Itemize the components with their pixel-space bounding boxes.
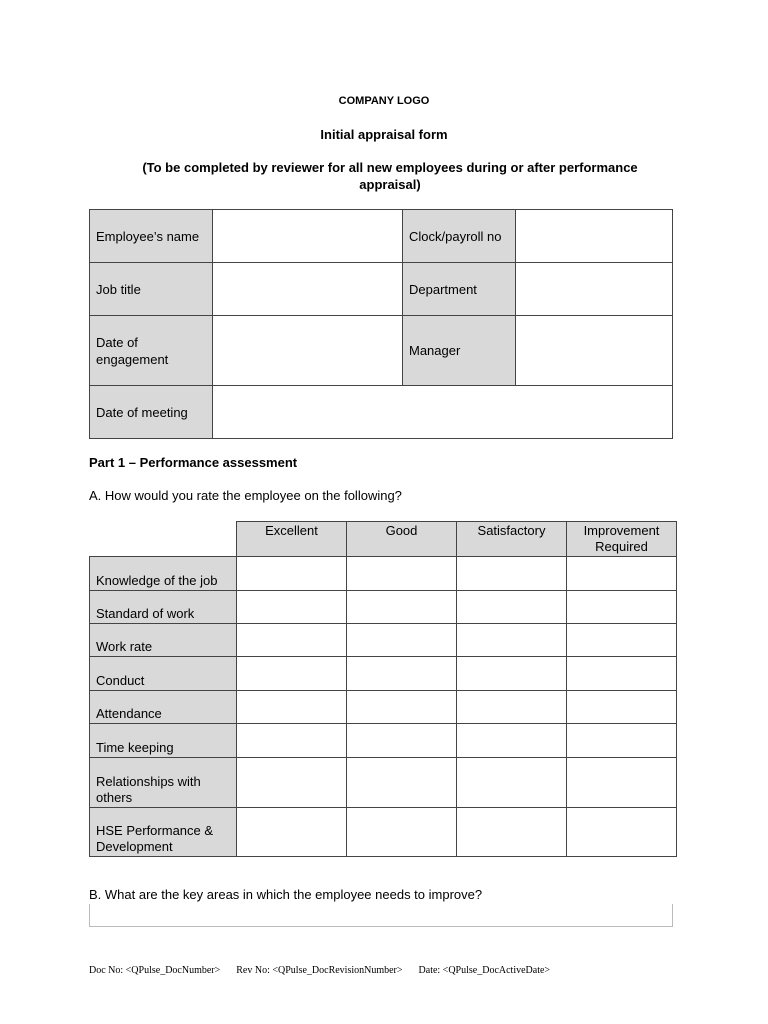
rating-cell[interactable] bbox=[567, 691, 677, 724]
improvement-areas-field[interactable] bbox=[89, 904, 673, 927]
department-label: Department bbox=[403, 263, 516, 316]
rating-column-header: Improvement Required bbox=[567, 522, 677, 557]
company-logo: COMPANY LOGO bbox=[338, 95, 430, 107]
rating-table-corner bbox=[90, 522, 237, 557]
department-field[interactable] bbox=[516, 263, 673, 316]
rating-cell[interactable] bbox=[347, 591, 457, 624]
manager-label: Manager bbox=[403, 316, 516, 386]
rating-cell[interactable] bbox=[237, 657, 347, 691]
date-of-meeting-field[interactable] bbox=[213, 386, 673, 439]
rating-column-header: Satisfactory bbox=[457, 522, 567, 557]
rating-row-label: Work rate bbox=[90, 624, 237, 657]
document-footer bbox=[89, 965, 566, 976]
rating-cell[interactable] bbox=[567, 758, 677, 808]
rating-row-label: Knowledge of the job bbox=[90, 557, 237, 591]
rating-cell[interactable] bbox=[457, 758, 567, 808]
rating-cell[interactable] bbox=[347, 557, 457, 591]
active-date: Date: <QPulse_DocActiveDate> bbox=[418, 965, 551, 976]
rating-cell[interactable] bbox=[457, 557, 567, 591]
rating-row-label: Time keeping bbox=[90, 724, 237, 758]
rating-cell[interactable] bbox=[457, 591, 567, 624]
rating-cell[interactable] bbox=[567, 808, 677, 857]
question-a: A. How would you rate the employee on the following? bbox=[89, 488, 402, 503]
rating-cell[interactable] bbox=[457, 808, 567, 857]
revision-number: Rev No: <QPulse_DocRevisionNumber> bbox=[236, 965, 403, 976]
clock-payroll-field[interactable] bbox=[516, 210, 673, 263]
form-title: Initial appraisal form bbox=[320, 127, 448, 142]
clock-payroll-label: Clock/payroll no bbox=[403, 210, 516, 263]
rating-cell[interactable] bbox=[347, 724, 457, 758]
date-of-engagement-field[interactable] bbox=[213, 316, 403, 386]
job-title-label: Job title bbox=[90, 263, 213, 316]
question-b: B. What are the key areas in which the employee needs to improve? bbox=[89, 887, 483, 902]
date-of-meeting-label: Date of meeting bbox=[90, 386, 213, 439]
rating-row-label: Attendance bbox=[90, 691, 237, 724]
rating-cell[interactable] bbox=[237, 758, 347, 808]
date-of-engagement-label: Date of engagement bbox=[90, 316, 213, 386]
employee-name-label: Employee’s name bbox=[90, 210, 213, 263]
rating-cell[interactable] bbox=[347, 758, 457, 808]
rating-cell[interactable] bbox=[567, 591, 677, 624]
rating-cell[interactable] bbox=[237, 591, 347, 624]
rating-cell[interactable] bbox=[567, 557, 677, 591]
rating-cell[interactable] bbox=[237, 724, 347, 758]
rating-cell[interactable] bbox=[457, 657, 567, 691]
rating-row-label: Relationships with others bbox=[90, 758, 237, 808]
rating-cell[interactable] bbox=[567, 624, 677, 657]
rating-cell[interactable] bbox=[237, 808, 347, 857]
rating-column-header: Good bbox=[347, 522, 457, 557]
rating-row-label: HSE Performance & Development bbox=[90, 808, 237, 857]
rating-row-label: Conduct bbox=[90, 657, 237, 691]
rating-cell[interactable] bbox=[237, 691, 347, 724]
rating-cell[interactable] bbox=[237, 557, 347, 591]
rating-cell[interactable] bbox=[457, 724, 567, 758]
job-title-field[interactable] bbox=[213, 263, 403, 316]
form-subtitle: (To be completed by reviewer for all new employees during or after performance appraisal) bbox=[142, 160, 638, 192]
rating-cell[interactable] bbox=[347, 808, 457, 857]
employee-name-field[interactable] bbox=[213, 210, 403, 263]
rating-table bbox=[89, 521, 677, 857]
rating-row-label: Standard of work bbox=[90, 591, 237, 624]
rating-cell[interactable] bbox=[567, 657, 677, 691]
manager-field[interactable] bbox=[516, 316, 673, 386]
rating-cell[interactable] bbox=[237, 624, 347, 657]
rating-column-header: Excellent bbox=[237, 522, 347, 557]
rating-cell[interactable] bbox=[457, 624, 567, 657]
rating-cell[interactable] bbox=[567, 724, 677, 758]
rating-cell[interactable] bbox=[347, 657, 457, 691]
rating-cell[interactable] bbox=[347, 624, 457, 657]
doc-number: Doc No: <QPulse_DocNumber> bbox=[89, 965, 221, 976]
part1-heading: Part 1 – Performance assessment bbox=[89, 455, 298, 470]
rating-cell[interactable] bbox=[347, 691, 457, 724]
rating-cell[interactable] bbox=[457, 691, 567, 724]
employee-info-table bbox=[89, 209, 673, 439]
